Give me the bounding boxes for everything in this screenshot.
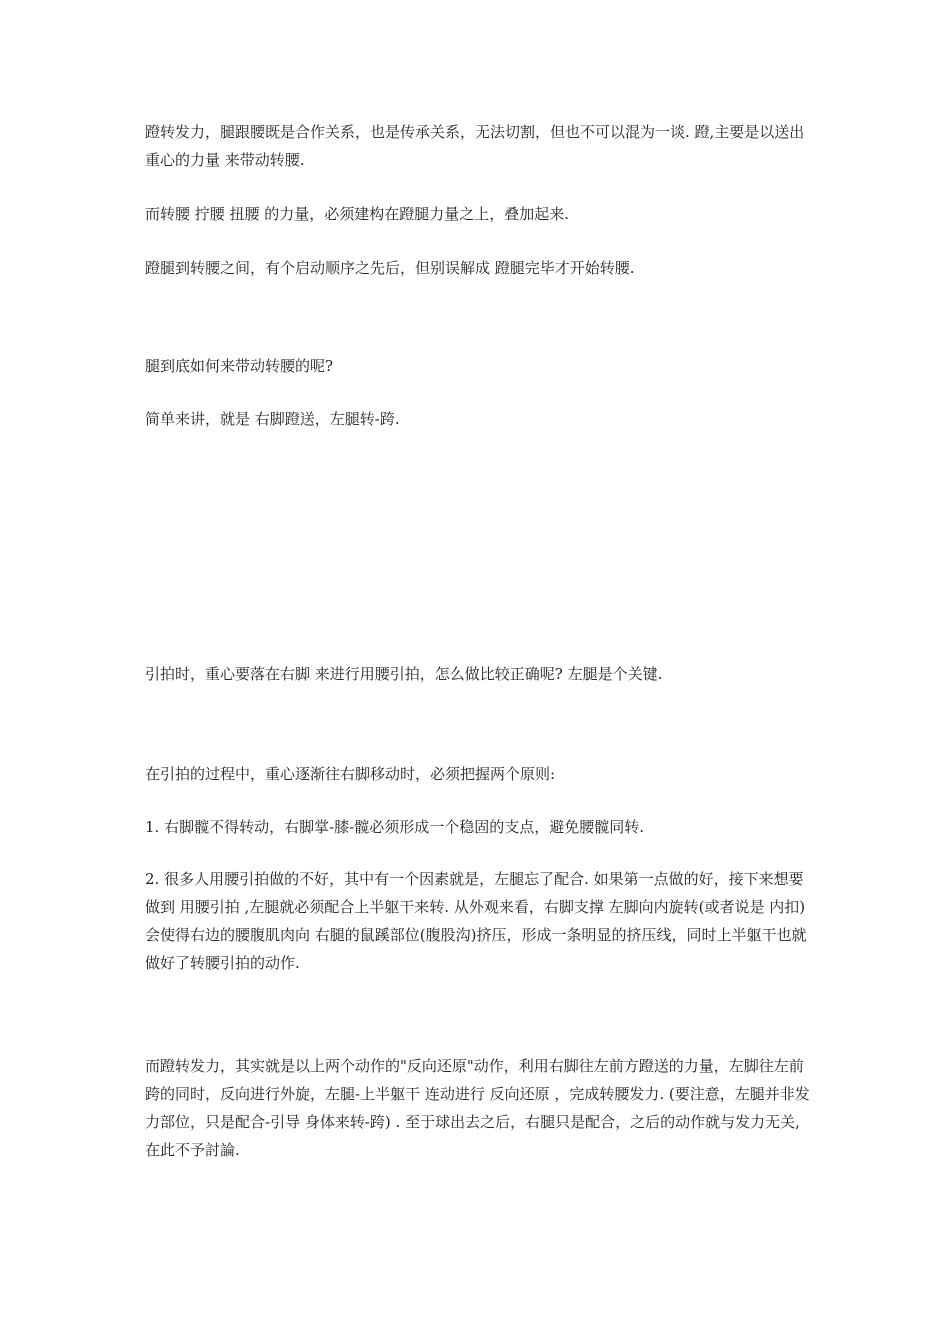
paragraph-5: 简单来讲，就是 右脚蹬送，左腿转-跨. — [145, 410, 400, 428]
paragraph-3: 蹬腿到转腰之间，有个启动顺序之先后，但别误解成 蹬腿完毕才开始转腰. — [145, 259, 635, 277]
paragraph-10: 而蹬转发力，其实就是以上两个动作的"反向还原"动作，利用右脚往左前方蹬送的力量，左脚往左前跨的同时，反向进行外旋，左腿-上半躯干 连动进行 反向还原 ，完成转腰发力. (要注意，左腿并非发力部位，只是配合-引导 身体来转-跨) . 至于球出去之后，右腿只是配合，之后的动作就与发力无关,在此不予討論. — [145, 1057, 810, 1159]
paragraph-7: 在引拍的过程中，重心逐渐往右脚移动时，必须把握两个原则: — [145, 765, 556, 783]
paragraph-1: 蹬转发力，腿跟腰既是合作关系，也是传承关系，无法切割，但也不可以混为一谈. 蹬,主要是以送出重心的力量 来带动转腰. — [145, 123, 805, 169]
paragraph-2: 而转腰 拧腰 扭腰 的力量，必须建构在蹬腿力量之上，叠加起来. — [145, 205, 570, 223]
paragraph-6: 引拍时，重心要落在右脚 来进行用腰引拍，怎么做比较正确呢? 左腿是个关键. — [145, 665, 663, 683]
paragraph-9: 2. 很多人用腰引拍做的不好，其中有一个因素就是，左腿忘了配合. 如果第一点做的好，接下来想要做到 用腰引拍 ,左腿就必须配合上半躯干来转. 从外观来看，右脚支撑 左脚向内旋转(或者说是 内扣) 会使得右边的腰腹肌肉向 右腿的鼠蹊部位(腹股沟)挤压，形成一条明显的挤压线，同时上半躯干也就做好了转腰引拍的动作. — [145, 870, 807, 972]
paragraph-8: 1. 右脚髋不得转动，右脚掌-膝-髋必须形成一个稳固的支点，避免腰髋同转. — [145, 818, 644, 836]
paragraph-4: 腿到底如何来带动转腰的呢? — [145, 357, 334, 375]
